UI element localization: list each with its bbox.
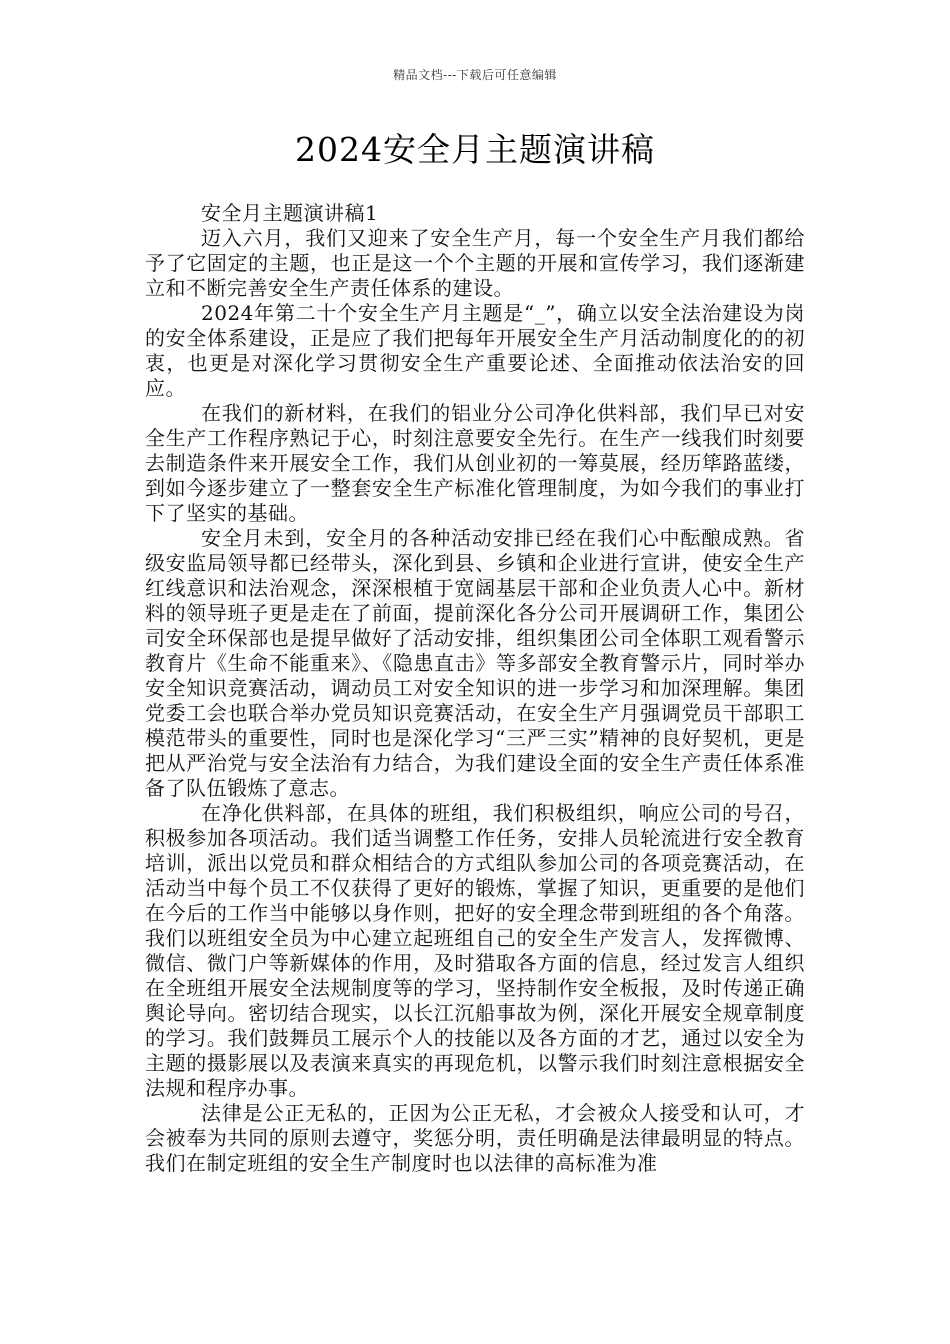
paragraph-3: 在我们的新材料，在我们的铝业分公司净化供料部，我们早已对安全生产工作程序熟记于心，时刻注意要安全先行。在生产一线我们时刻要去制造条件来开展安全工作，我们从创业初的一筹莫展，经历筚路蓝缕，到如今逐步建立了一整套安全生产标准化管理制度，为如今我们的事业打下了坚实的基础。 [145,401,805,525]
paragraph-5: 在净化供料部，在具体的班组，我们积极组织，响应公司的号召，积极参加各项活动。我们适当调整工作任务，安排人员轮流进行安全教育培训，派出以党员和群众相结合的方式组队参加公司的各项竞赛活动，在活动当中每个员工不仅获得了更好的锻炼，掌握了知识，更重要的是他们在今后的工作当中能够以身作则，把好的安全理念带到班组的各个角落。我们以班组安全员为中心建立起班组自己的安全生产发言人，发挥微博、微信、微门户等新媒体的作用，及时猎取各方面的信息，经过发言人组织在全班组开展安全法规制度等的学习，坚持制作安全板报，及时传递正确舆论导向。密切结合现实，以长江沉船事故为例，深化开展安全规章制度的学习。我们鼓舞员工展示个人的技能以及各方面的才艺，通过以安全为主题的摄影展以及表演来真实的再现危机，以警示我们时刻注意根据安全法规和程序办事。 [145,801,805,1100]
paragraph-2: 2024年第二十个安全生产月主题是“_”，确立以安全法治建设为岗的安全体系建设，正是应了我们把每年开展安全生产月活动制度化的的初衷，也更是对深化学习贯彻安全生产重要论述、全面推动依法治安的回应。 [145,301,805,400]
section-subtitle: 安全月主题演讲稿1 [201,201,379,225]
document-title: 2024安全月主题演讲稿 [295,130,655,169]
header-note: 精品文档---下载后可任意编辑 [393,68,557,82]
document-body [145,201,805,1176]
paragraph-6: 法律是公正无私的，正因为公正无私，才会被众人接受和认可，才会被奉为共同的原则去遵守，奖惩分明，责任明确是法律最明显的特点。我们在制定班组的安全生产制度时也以法律的高标准为准 [145,1101,805,1175]
paragraph-1: 迈入六月，我们又迎来了安全生产月，每一个安全生产月我们都给予了它固定的主题，也正是这一个个主题的开展和宣传学习，我们逐渐建立和不断完善安全生产责任体系的建设。 [145,226,805,300]
paragraph-4: 安全月未到，安全月的各种活动安排已经在我们心中酝酿成熟。省级安监局领导都已经带头，深化到县、乡镇和企业进行宣讲，使安全生产红线意识和法治观念，深深根植于宽阔基层干部和企业负责人心中。新材料的领导班子更是走在了前面，提前深化各分公司开展调研工作，集团公司安全环保部也是提早做好了活动安排，组织集团公司全体职工观看警示教育片《生命不能重来》、《隐患直击》等多部安全教育警示片，同时举办安全知识竞赛活动，调动员工对安全知识的进一步学习和加深理解。集团党委工会也联合举办党员知识竞赛活动，在安全生产月强调党员干部职工模范带头的重要性，同时也是深化学习“三严三实”精神的良好契机，更是把从严治党与安全法治有力结合，为我们建设全面的安全生产责任体系准备了队伍锻炼了意志。 [145,526,805,800]
